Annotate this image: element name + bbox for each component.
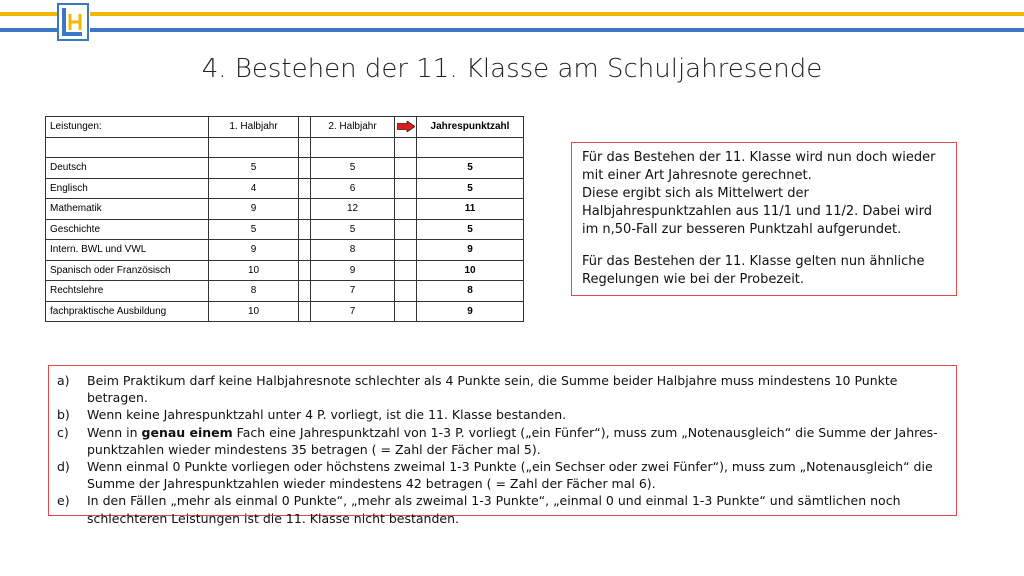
gap-cell	[395, 240, 417, 261]
rule-item	[57, 372, 948, 406]
rule-text: Wenn keine Jahrespunktzahl unter 4 P. vorliegt, ist die 11. Klasse bestanden.	[87, 407, 567, 423]
rule-marker: b)	[57, 407, 70, 423]
subject-cell: fachpraktische Ausbildung	[46, 301, 209, 322]
table-row	[46, 219, 524, 240]
rule-marker: a)	[57, 373, 70, 388]
rules-box	[48, 365, 957, 526]
header-halbjahr-1: 1. Halbjahr	[209, 117, 299, 138]
jahrespunktzahl-cell: 5	[417, 178, 524, 199]
note-line-2: Diese ergibt sich als Mittelwert der Halbjahrespunktzahlen aus 11/1 und 11/2. Dabei wird im n,50-Fall zur besseren Punktzahl aufgerundet.	[582, 186, 932, 237]
table-row	[46, 260, 524, 281]
rule-text	[87, 424, 948, 458]
halbjahr-2-cell: 7	[311, 281, 395, 302]
gap-cell	[299, 117, 311, 138]
table-header-row	[46, 117, 524, 138]
rule-item	[57, 424, 948, 458]
gap-cell	[395, 301, 417, 322]
gap-cell	[299, 281, 311, 302]
empty-cell	[311, 137, 395, 158]
header-jahrespunktzahl: Jahrespunktzahl	[417, 117, 524, 138]
halbjahr-2-cell: 12	[311, 199, 395, 220]
subject-cell: Englisch	[46, 178, 209, 199]
halbjahr-1-cell: 9	[209, 199, 299, 220]
jahrespunktzahl-cell: 11	[417, 199, 524, 220]
jahrespunktzahl-cell: 10	[417, 260, 524, 281]
header-halbjahr-2: 2. Halbjahr	[311, 117, 395, 138]
empty-cell	[299, 137, 311, 158]
halbjahr-1-cell: 5	[209, 219, 299, 240]
gap-cell	[395, 281, 417, 302]
gap-cell	[395, 178, 417, 199]
page-title: 4. Bestehen der 11. Klasse am Schuljahresende	[201, 54, 823, 84]
subject-cell: Mathematik	[46, 199, 209, 220]
halbjahr-2-cell: 6	[311, 178, 395, 199]
gap-cell	[395, 260, 417, 281]
jahrespunktzahl-cell: 9	[417, 240, 524, 261]
gap-cell	[299, 240, 311, 261]
halbjahr-1-cell: 10	[209, 260, 299, 281]
note-spacer	[582, 239, 946, 253]
subject-cell: Geschichte	[46, 219, 209, 240]
header-stripe-blue-right	[90, 28, 1024, 32]
table-empty-row	[46, 137, 524, 158]
table-row	[46, 281, 524, 302]
table-row	[46, 178, 524, 199]
halbjahr-1-cell: 4	[209, 178, 299, 199]
jahrespunktzahl-cell: 5	[417, 219, 524, 240]
rule-text-bold: genau einem	[141, 424, 233, 440]
gap-cell	[299, 199, 311, 220]
rule-item	[57, 406, 948, 423]
gap-cell	[299, 260, 311, 281]
halbjahr-2-cell: 5	[311, 158, 395, 179]
rule-text-pre: Wenn in	[87, 424, 142, 440]
rule-text-post: Fach eine Jahrespunktzahl von 1-3 P. vorliegt („ein Fünfer“), muss zum „Notenausgleich“ die Summe der Jahres-punktzahlen wieder mindestens 35 betragen ( = Zahl der Fächer mal 5).	[87, 424, 938, 457]
empty-cell	[395, 137, 417, 158]
subject-cell: Deutsch	[46, 158, 209, 179]
subject-cell: Intern. BWL und VWL	[46, 240, 209, 261]
school-logo	[57, 2, 89, 42]
rule-text: In den Fällen „mehr als einmal 0 Punkte“, „mehr als zweimal 1-3 Punkte“, „einmal 0 und einmal 1-3 Punkte“ und sämtlichen noch schlechteren Leistungen ist die 11. Klasse nicht bestanden.	[87, 493, 901, 526]
gap-cell	[299, 158, 311, 179]
rule-item	[57, 492, 948, 526]
gap-cell	[395, 199, 417, 220]
rule-marker: d)	[57, 459, 70, 475]
jahrespunktzahl-cell: 5	[417, 158, 524, 179]
gap-cell	[395, 158, 417, 179]
table-row	[46, 158, 524, 179]
halbjahr-1-cell: 5	[209, 158, 299, 179]
table-row	[46, 240, 524, 261]
empty-cell	[209, 137, 299, 158]
header-leistungen: Leistungen:	[46, 117, 209, 138]
halbjahr-1-cell: 10	[209, 301, 299, 322]
halbjahr-1-cell: 8	[209, 281, 299, 302]
halbjahr-2-cell: 9	[311, 260, 395, 281]
note-box	[571, 142, 957, 296]
subject-cell: Spanisch oder Französisch	[46, 260, 209, 281]
halbjahr-2-cell: 8	[311, 240, 395, 261]
rule-text: Beim Praktikum darf keine Halbjahresnote schlechter als 4 Punkte sein, die Summe beider Halbjahre muss mindestens 10 Punkte betragen.	[87, 373, 898, 406]
right-arrow-icon	[397, 121, 415, 132]
jahrespunktzahl-cell: 9	[417, 301, 524, 322]
jahrespunktzahl-cell: 8	[417, 281, 524, 302]
table-row	[46, 199, 524, 220]
table-row	[46, 301, 524, 322]
note-line-3: Für das Bestehen der 11. Klasse gelten nun ähnliche Regelungen wie bei der Probezeit.	[582, 254, 925, 287]
empty-cell	[417, 137, 524, 158]
gap-cell	[299, 178, 311, 199]
header-stripe-yellow-right	[90, 12, 1024, 16]
empty-cell	[46, 137, 209, 158]
gap-cell	[395, 219, 417, 240]
arrow-cell	[395, 117, 417, 138]
gap-cell	[299, 219, 311, 240]
rule-marker: e)	[57, 493, 70, 509]
rule-item	[57, 458, 948, 492]
gap-cell	[299, 301, 311, 322]
header-stripe-yellow-left	[0, 12, 57, 16]
grades-table	[45, 116, 524, 322]
note-line-1: Für das Bestehen der 11. Klasse wird nun doch wieder mit einer Art Jahresnote gerechnet.	[582, 150, 936, 183]
halbjahr-2-cell: 7	[311, 301, 395, 322]
subject-cell: Rechtslehre	[46, 281, 209, 302]
halbjahr-2-cell: 5	[311, 219, 395, 240]
header-stripe-blue-left	[0, 28, 57, 32]
rule-text: Wenn einmal 0 Punkte vorliegen oder höchstens zweimal 1-3 Punkte („ein Sechser oder zwei Fünfer“), muss zum „Notenausgleich“ die Summe der Jahrespunktzahlen wieder mindestens 42 betragen ( = Zahl der Fächer mal 6).	[87, 459, 933, 492]
rule-marker: c)	[57, 424, 69, 440]
halbjahr-1-cell: 9	[209, 240, 299, 261]
